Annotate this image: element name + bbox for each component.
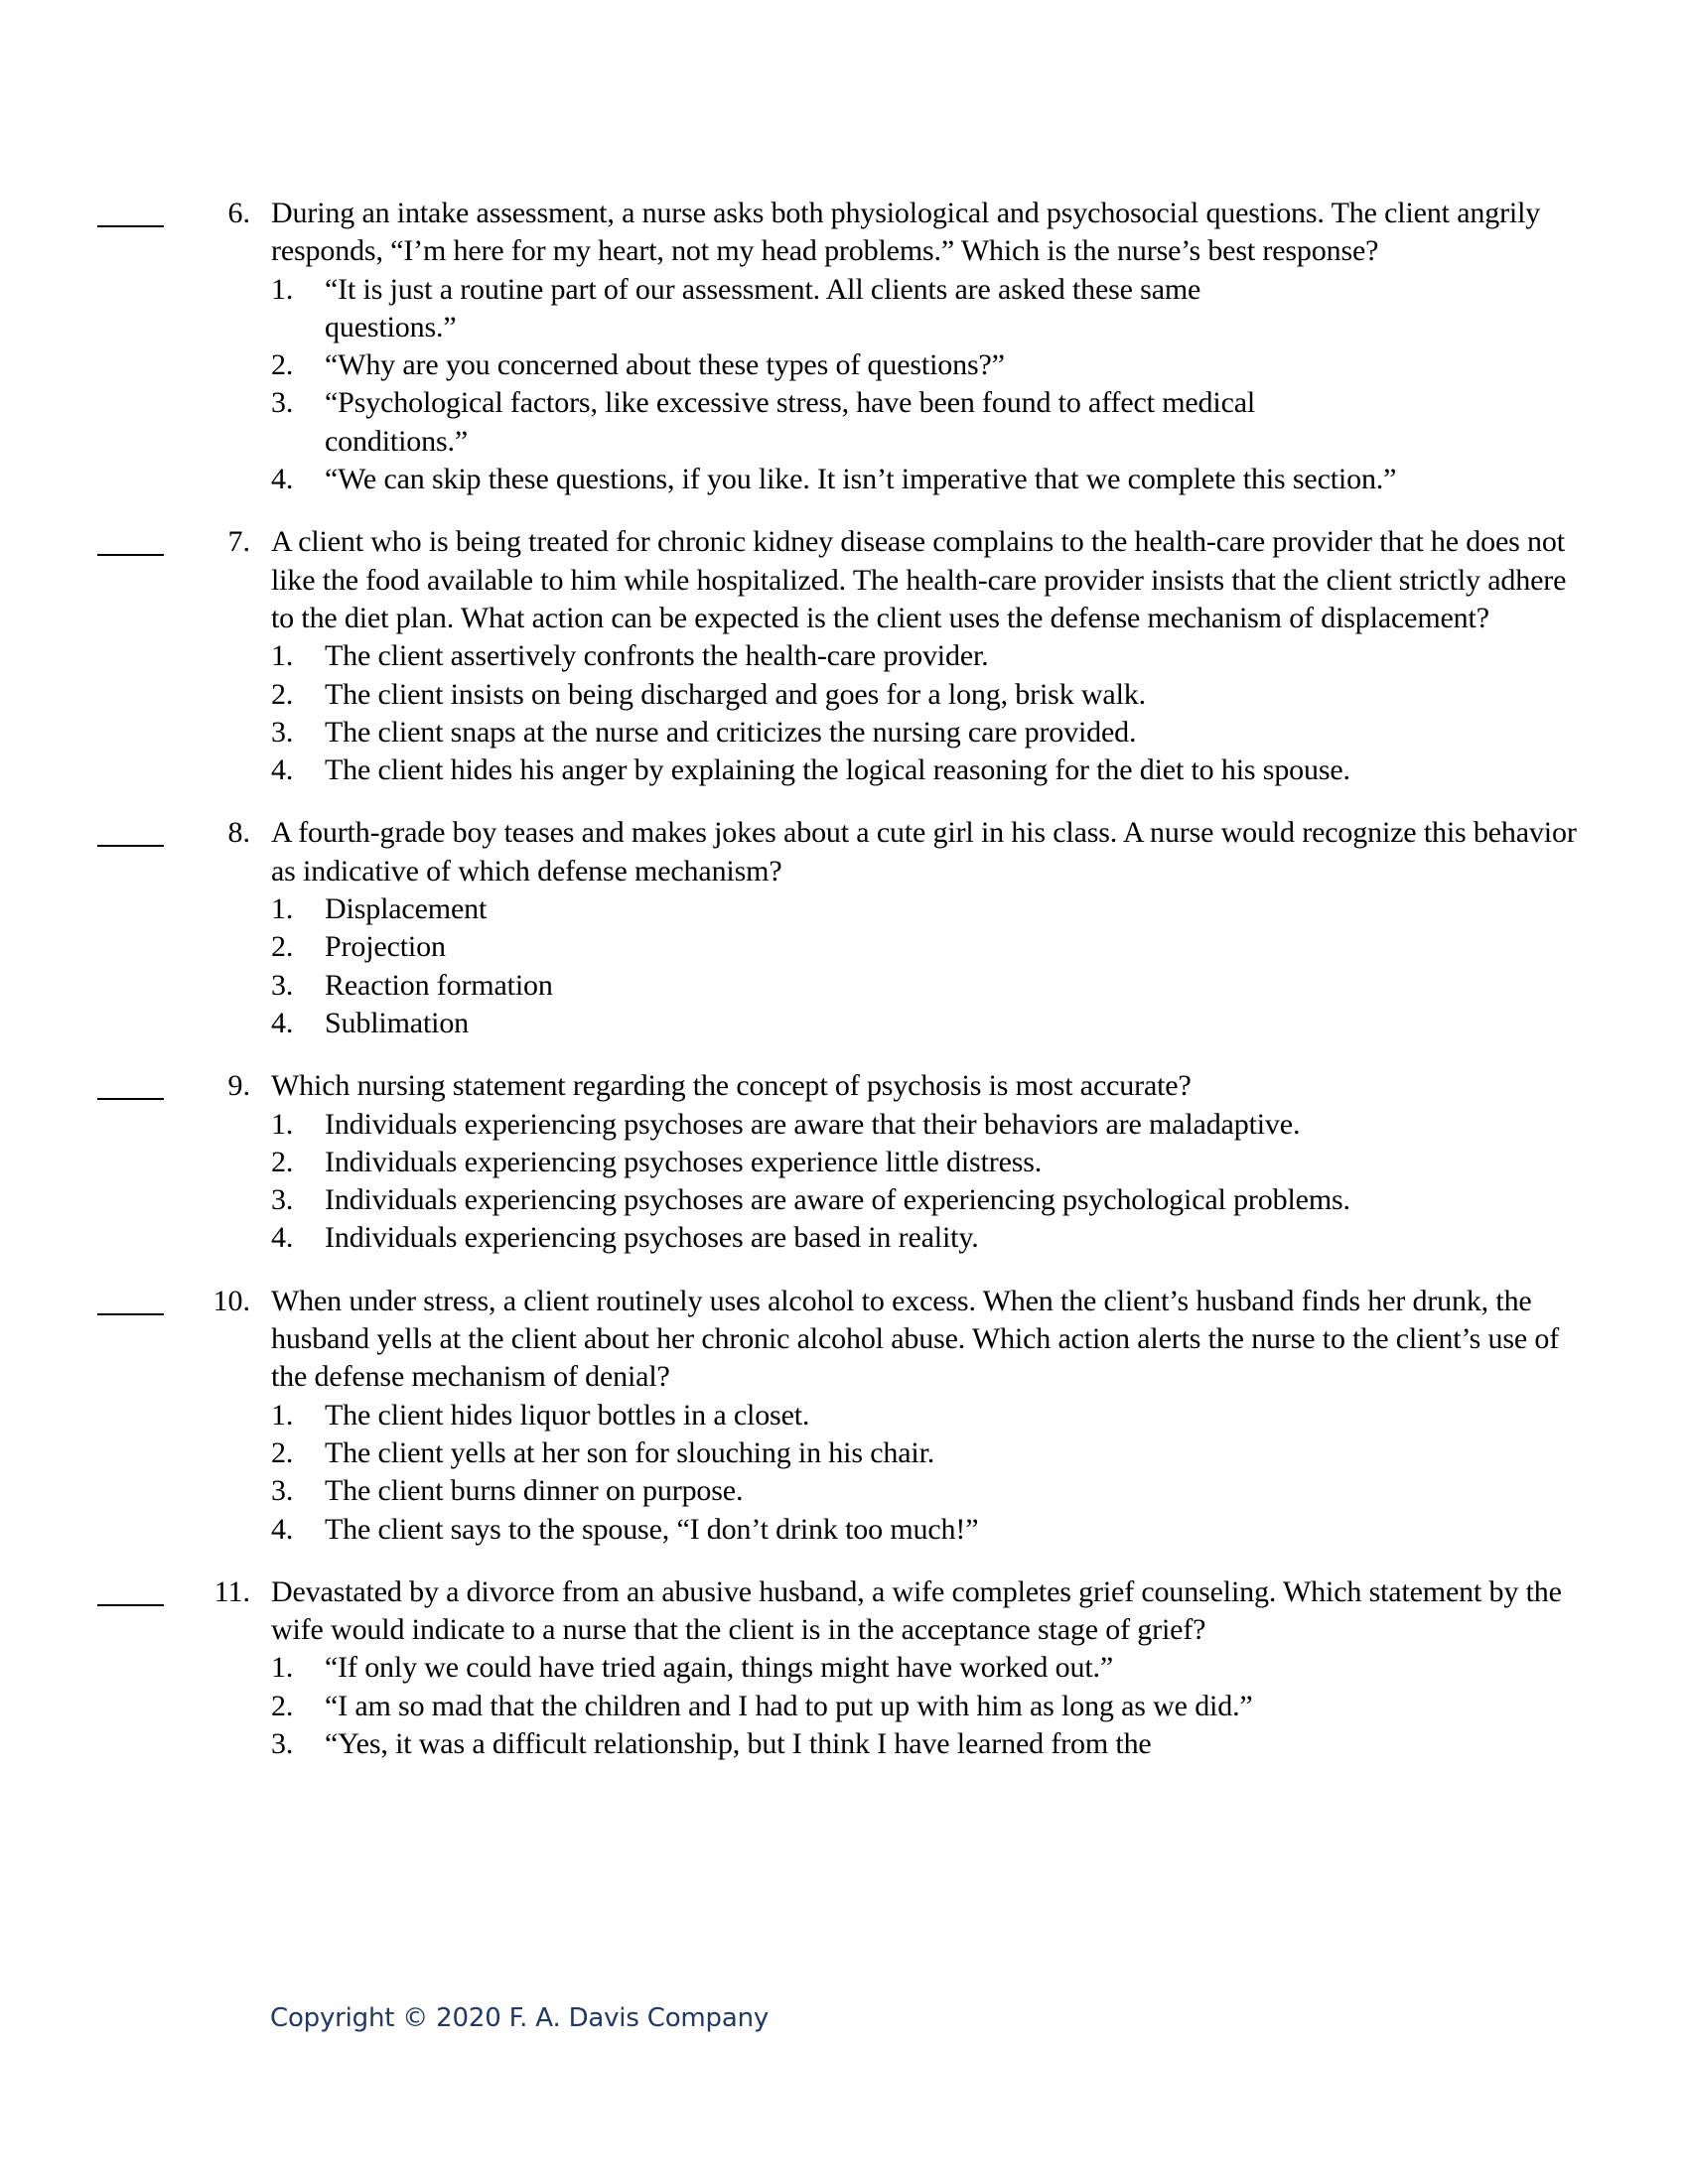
option-text: Displacement [325, 892, 488, 926]
option-1 [271, 637, 1393, 675]
question-header [0, 1573, 1688, 1650]
answer-blank [97, 1604, 164, 1606]
option-number: 3. [271, 1183, 294, 1217]
option-4 [271, 1005, 1393, 1042]
question-10 [0, 1283, 1688, 1549]
copyright-footer: Copyright © 2020 F. A. Davis Company [270, 2003, 770, 2033]
option-list [0, 271, 1688, 499]
question-header [0, 1067, 1688, 1105]
question-7 [0, 523, 1688, 789]
option-number: 1. [271, 639, 294, 673]
option-text: “I am so mad that the children and I had to put up with him as long as we did.” [325, 1689, 1253, 1722]
option-list [0, 1397, 1688, 1549]
question-header [0, 1283, 1688, 1397]
question-header [0, 195, 1688, 271]
option-3 [271, 1181, 1393, 1219]
option-list [0, 890, 1688, 1042]
option-number: 2. [271, 930, 294, 964]
option-1 [271, 1397, 1393, 1434]
option-number: 2. [271, 1689, 294, 1722]
option-4 [271, 751, 1393, 789]
option-text: The client burns dinner on purpose. [325, 1474, 744, 1508]
option-4 [271, 1219, 1393, 1257]
question-9 [0, 1067, 1688, 1257]
option-text: “If only we could have tried again, things might have worked out.” [325, 1651, 1114, 1685]
answer-blank [97, 845, 164, 847]
question-list [0, 195, 1688, 1788]
question-number: 7. [227, 525, 250, 559]
option-3 [271, 714, 1393, 751]
option-text: “Why are you concerned about these types of questions?” [325, 348, 1005, 382]
option-number: 3. [271, 386, 294, 420]
question-header [0, 814, 1688, 890]
question-number: 9. [227, 1069, 250, 1103]
question-6 [0, 195, 1688, 498]
question-stem: When under stress, a client routinely uses alcohol to excess. When the client’s husband finds her drunk, the husband yells at the client about her chronic alcohol abuse. Which action alerts the nurse to the client’s use of the defense mechanism of denial? [271, 1284, 1560, 1394]
option-1 [271, 890, 1393, 928]
option-text: The client hides liquor bottles in a closet. [325, 1398, 810, 1432]
option-text: Individuals experiencing psychoses are aware of experiencing psychological problems. [325, 1183, 1350, 1217]
option-list [0, 637, 1688, 789]
answer-blank [97, 1313, 164, 1315]
option-4 [271, 1511, 1393, 1549]
option-number: 2. [271, 1435, 294, 1469]
option-3 [271, 1725, 1393, 1763]
option-number: 3. [271, 715, 294, 749]
option-text: “It is just a routine part of our assessment. All clients are asked these same questions.” [325, 272, 1201, 343]
question-number: 11. [213, 1574, 250, 1608]
question-11 [0, 1573, 1688, 1763]
answer-blank [97, 1098, 164, 1100]
option-text: “We can skip these questions, if you like. It isn’t imperative that we complete this section.” [325, 463, 1397, 496]
option-2 [271, 1688, 1393, 1725]
question-number: 6. [227, 197, 250, 229]
option-text: Individuals experiencing psychoses are based in reality. [325, 1221, 979, 1255]
option-4 [271, 461, 1397, 498]
option-text: Sublimation [325, 1006, 470, 1039]
option-1 [271, 1649, 1393, 1687]
option-text: The client snaps at the nurse and criticizes the nursing care provided. [325, 715, 1137, 749]
option-number: 2. [271, 677, 294, 711]
option-text: Individuals experiencing psychoses experience little distress. [325, 1145, 1043, 1178]
question-stem: During an intake assessment, a nurse asks both physiological and psychosocial questions. The client angrily responds, “I’m here for my heart, not my head problems.” Which is the nurse’s best response? [271, 197, 1541, 268]
option-number: 4. [271, 463, 294, 496]
question-header [0, 523, 1688, 637]
option-number: 4. [271, 753, 294, 787]
option-number: 2. [271, 1145, 294, 1178]
option-1 [271, 1106, 1393, 1144]
option-number: 1. [271, 272, 294, 306]
option-text: The client hides his anger by explaining the logical reasoning for the diet to his spouse. [325, 753, 1350, 787]
question-number: 8. [227, 816, 250, 850]
option-text: Individuals experiencing psychoses are aware that their behaviors are maladaptive. [325, 1107, 1301, 1141]
option-2 [271, 1144, 1393, 1181]
question-stem: Devastated by a divorce from an abusive husband, a wife completes grief counseling. Which statement by the wife would indicate to a nurse that the client is in the acceptance stage of grief? [271, 1574, 1562, 1647]
answer-blank [97, 225, 164, 227]
option-text: Projection [325, 930, 446, 964]
option-number: 4. [271, 1512, 294, 1546]
option-3 [271, 1472, 1393, 1510]
option-3 [271, 967, 1393, 1005]
option-number: 1. [271, 1651, 294, 1685]
question-stem: Which nursing statement regarding the concept of psychosis is most accurate? [271, 1069, 1192, 1103]
option-text: “Psychological factors, like excessive stress, have been found to affect medical conditions.” [325, 386, 1256, 458]
answer-blank [97, 554, 164, 556]
option-text: The client says to the spouse, “I don’t drink too much!” [325, 1512, 979, 1546]
option-number: 3. [271, 1474, 294, 1508]
option-2 [271, 928, 1393, 966]
option-2 [271, 676, 1393, 714]
option-list [0, 1106, 1688, 1258]
option-text: The client insists on being discharged and goes for a long, brisk walk. [325, 677, 1146, 711]
option-1 [271, 271, 1393, 347]
option-2 [271, 1434, 1393, 1472]
option-3 [271, 384, 1393, 461]
question-stem: A fourth-grade boy teases and makes jokes about a cute girl in his class. A nurse would recognize this behavior as indicative of which defense mechanism? [271, 816, 1577, 887]
option-text: The client yells at her son for slouching in his chair. [325, 1435, 935, 1469]
option-number: 1. [271, 892, 294, 926]
option-number: 3. [271, 968, 294, 1002]
question-number: 10. [212, 1284, 250, 1317]
option-number: 1. [271, 1107, 294, 1141]
option-list [0, 1649, 1688, 1763]
option-text: Reaction formation [325, 968, 553, 1002]
option-2 [271, 346, 1393, 384]
question-stem: A client who is being treated for chronic kidney disease complains to the health-care provider that he does not like the food available to him while hospitalized. The health-care provider insists that the client strictly adhere to the diet plan. What action can be expected is the client uses the defense mechanism of displacement? [271, 525, 1567, 634]
option-text: The client assertively confronts the health-care provider. [325, 639, 989, 673]
option-text: “Yes, it was a difficult relationship, but I think I have learned from the [325, 1726, 1152, 1760]
option-number: 1. [271, 1398, 294, 1432]
question-8 [0, 814, 1688, 1042]
option-number: 3. [271, 1726, 294, 1760]
option-number: 2. [271, 348, 294, 382]
option-number: 4. [271, 1006, 294, 1039]
option-number: 4. [271, 1221, 294, 1255]
